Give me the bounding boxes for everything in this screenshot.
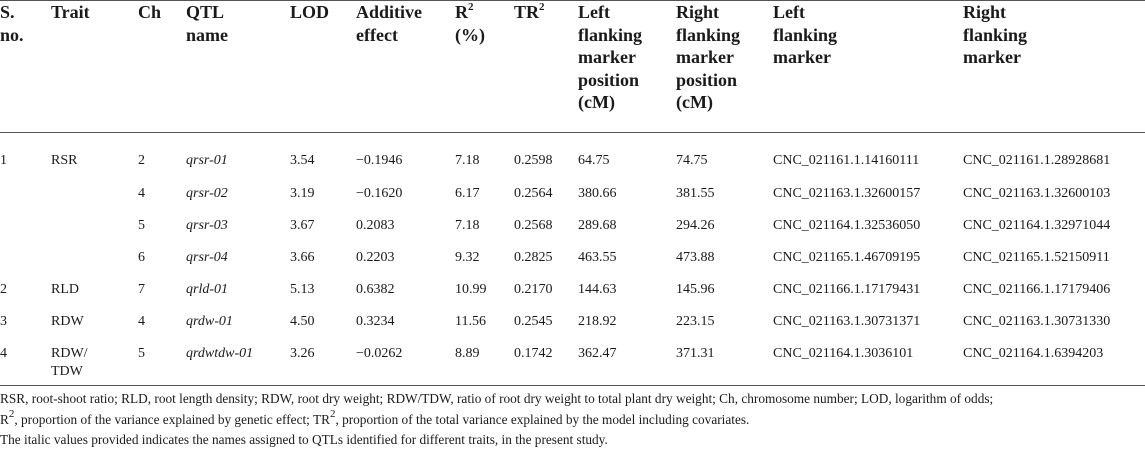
- cell-r2: 10.99: [455, 282, 487, 297]
- cell-left-marker: CNC_021163.1.30731371: [773, 314, 921, 329]
- footnote-line-3: The italic values provided indicates the names assigned to QTLs identified for different traits, in the present study.: [0, 432, 608, 447]
- cell-trait: RDW: [51, 314, 84, 329]
- cell-qtl: qrld-01: [186, 282, 228, 297]
- cell-trait: RSR: [51, 153, 78, 168]
- cell-qtl: qrdw-01: [186, 314, 233, 329]
- cell-additive: 0.2083: [356, 218, 395, 233]
- cell-ch: 5: [138, 218, 145, 233]
- cell-lod: 3.67: [290, 218, 315, 233]
- header-left-pos: Left flanking marker position (cM): [578, 2, 643, 112]
- cell-left-pos: 380.66: [578, 186, 617, 201]
- header-left-marker: Left flanking marker: [773, 2, 838, 67]
- cell-right-marker: CNC_021165.1.52150911: [963, 250, 1110, 265]
- cell-left-pos: 64.75: [578, 153, 610, 168]
- cell-right-marker: CNC_021164.1.6394203: [963, 346, 1104, 361]
- cell-tr2: 0.2598: [514, 153, 553, 168]
- cell-tr2: 0.2568: [514, 218, 553, 233]
- cell-qtl: qrsr-03: [186, 218, 228, 233]
- footnote-line-2: $R^2$, proportion of the variance explained by genetic effect; $TR^2$, proportion of the total variance explained by the model including covariates.: [0, 408, 750, 427]
- cell-left-pos: 289.68: [578, 218, 617, 233]
- cell-right-marker: CNC_021161.1.28928681: [963, 153, 1111, 168]
- cell-lod: 4.50: [290, 314, 315, 329]
- cell-left-pos: 144.63: [578, 282, 617, 297]
- cell-tr2: 0.2564: [514, 186, 553, 201]
- cell-sno: 2: [0, 282, 7, 297]
- footnote-line-1: RSR, root-shoot ratio; RLD, root length density; RDW, root dry weight; RDW/TDW, ratio of root dry weight to total plant dry weight; Ch, chromosome number; LOD, logarithm of odds;: [0, 391, 994, 406]
- header-lod: LOD: [290, 2, 330, 22]
- cell-left-pos: 362.47: [578, 346, 617, 361]
- cell-tr2: 0.1742: [514, 346, 553, 361]
- cell-lod: 5.13: [290, 282, 315, 297]
- cell-additive: −0.1620: [356, 186, 403, 201]
- table-header-rule: [0, 132, 1145, 133]
- cell-tr2: 0.2545: [514, 314, 553, 329]
- cell-right-marker: CNC_021163.1.32600103: [963, 186, 1111, 201]
- cell-qtl: qrsr-01: [186, 153, 228, 168]
- cell-lod: 3.19: [290, 186, 315, 201]
- cell-left-marker: CNC_021164.1.32536050: [773, 218, 921, 233]
- cell-right-pos: 371.31: [676, 346, 715, 361]
- header-r2: $R^2$ (%): [455, 1, 485, 45]
- cell-ch: 4: [138, 314, 145, 329]
- cell-lod: 3.66: [290, 250, 315, 265]
- cell-r2: 6.17: [455, 186, 480, 201]
- cell-additive: −0.1946: [356, 153, 403, 168]
- cell-ch: 4: [138, 186, 145, 201]
- cell-right-pos: 74.75: [676, 153, 708, 168]
- cell-ch: 7: [138, 282, 145, 297]
- cell-right-marker: CNC_021164.1.32971044: [963, 218, 1111, 233]
- cell-additive: −0.0262: [356, 346, 403, 361]
- header-ch: Ch: [138, 2, 162, 22]
- cell-right-pos: 223.15: [676, 314, 715, 329]
- cell-trait: RLD: [51, 282, 79, 297]
- cell-r2: 7.18: [455, 218, 480, 233]
- cell-right-marker: CNC_021163.1.30731330: [963, 314, 1111, 329]
- header-sno: S. no.: [0, 2, 24, 45]
- cell-ch: 6: [138, 250, 145, 265]
- cell-right-pos: 294.26: [676, 218, 715, 233]
- cell-lod: 3.54: [290, 153, 315, 168]
- cell-ch: 2: [138, 153, 145, 168]
- header-right-pos: Right flanking marker position (cM): [676, 2, 741, 112]
- cell-sno: 3: [0, 314, 7, 329]
- cell-tr2: 0.2170: [514, 282, 553, 297]
- cell-qtl: qrdwtdw-01: [186, 346, 254, 361]
- cell-qtl: qrsr-02: [186, 186, 228, 201]
- cell-left-marker: CNC_021166.1.17179431: [773, 282, 921, 297]
- cell-left-marker: CNC_021165.1.46709195: [773, 250, 921, 265]
- cell-sno: 4: [0, 346, 7, 361]
- cell-left-pos: 218.92: [578, 314, 617, 329]
- cell-ch: 5: [138, 346, 145, 361]
- cell-trait: RDW/ TDW: [51, 346, 88, 379]
- cell-additive: 0.2203: [356, 250, 395, 265]
- header-trait: Trait: [51, 2, 90, 22]
- cell-r2: 9.32: [455, 250, 480, 265]
- header-tr2: $TR^2$: [514, 1, 545, 22]
- cell-right-pos: 381.55: [676, 186, 715, 201]
- cell-right-pos: 145.96: [676, 282, 715, 297]
- cell-right-marker: CNC_021166.1.17179406: [963, 282, 1111, 297]
- cell-r2: 7.18: [455, 153, 480, 168]
- cell-tr2: 0.2825: [514, 250, 553, 265]
- cell-r2: 8.89: [455, 346, 480, 361]
- cell-lod: 3.26: [290, 346, 315, 361]
- header-right-marker: Right flanking marker: [963, 2, 1028, 67]
- cell-r2: 11.56: [455, 314, 486, 329]
- header-qtl: QTL name: [186, 2, 228, 45]
- header-additive: Additive effect: [356, 2, 423, 45]
- cell-left-marker: CNC_021164.1.3036101: [773, 346, 914, 361]
- cell-additive: 0.6382: [356, 282, 395, 297]
- table-bottom-rule: [0, 385, 1145, 386]
- cell-left-pos: 463.55: [578, 250, 617, 265]
- cell-left-marker: CNC_021163.1.32600157: [773, 186, 921, 201]
- cell-right-pos: 473.88: [676, 250, 715, 265]
- cell-left-marker: CNC_021161.1.14160111: [773, 153, 920, 168]
- cell-qtl: qrsr-04: [186, 250, 228, 265]
- cell-sno: 1: [0, 153, 7, 168]
- cell-additive: 0.3234: [356, 314, 395, 329]
